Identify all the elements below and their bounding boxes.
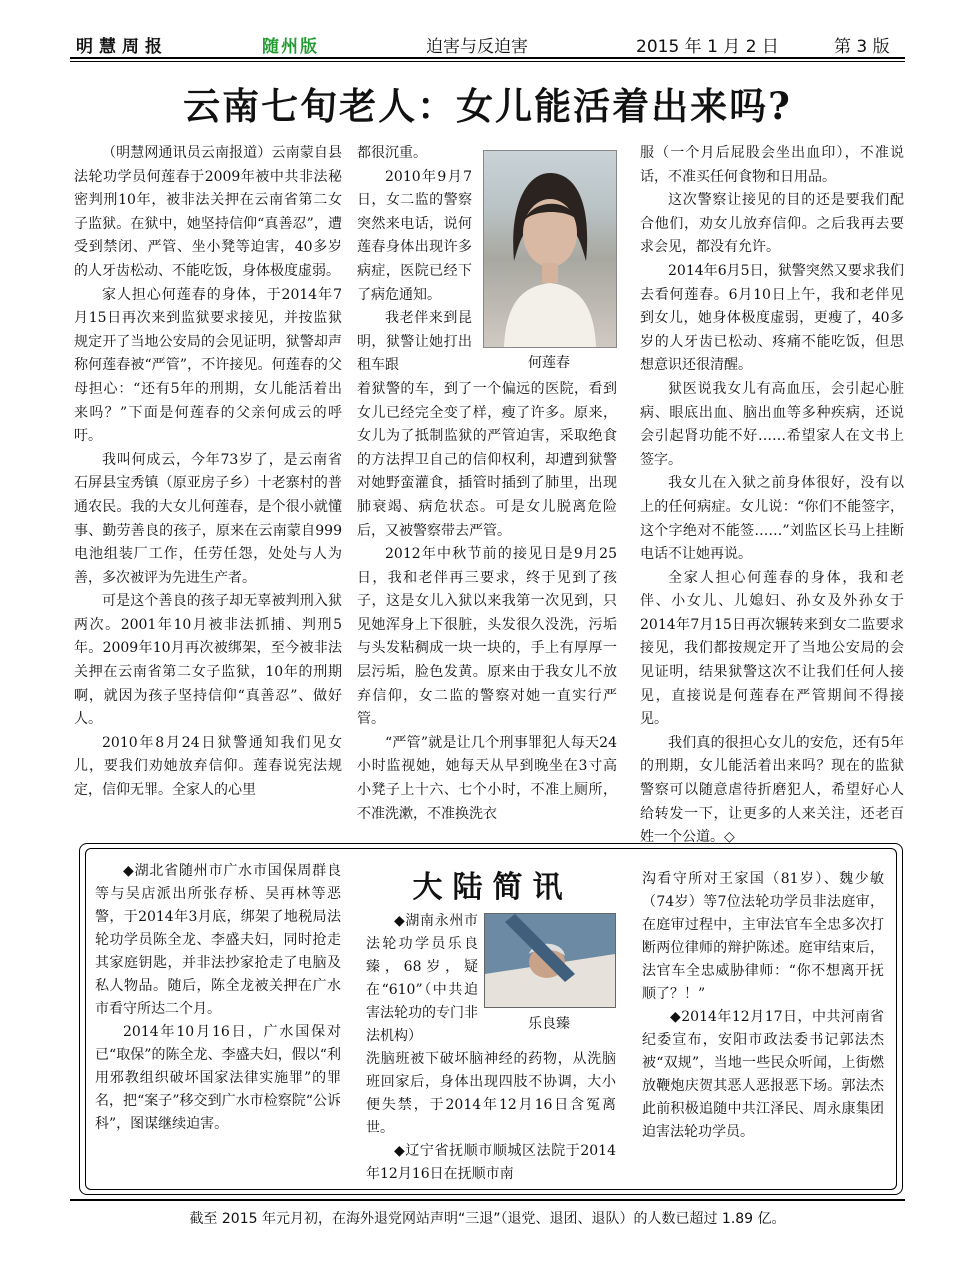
paragraph-continued: 都很沉重。 [357,145,427,161]
newspaper-name: 明慧周报 [76,37,168,57]
paragraph: “严管”就是让几个刑事罪犯人每天24小时监视她，她每天从早到晚坐在3寸高小凳子上十六、七个小时，不准上厕所，不准洗漱，不准换洗衣 [357,734,617,822]
issue-date: 2015 年 1 月 2 日 [636,37,779,57]
briefs-column-3 [642,868,884,1144]
hospital-photo [484,913,616,1008]
paragraph-continued: 服（一个月后屁股会坐出血印），不准说话，不准买任何食物和日用品。 [640,145,904,185]
paragraph: 2014年6月5日，狱警突然又要求我们去看何莲春。6月10日上午，我和老伴见到女儿，她身体极度虚弱，更瘦了，40多岁的人牙齿已松动、疼痛不能吃饭，但思想意识还很清醒。 [640,262,904,374]
paragraph: 这次警察让接见的目的还是要我们配合他们，劝女儿放弃信仰。之后我再去要求会见，都没有允许。 [640,192,904,256]
brief-item: ◆湖北省随州市广水市国保周群良等与吴店派出所张存桥、吴再林等恶警，于2014年3月底，绑架了地税局法轮功学员陈全龙、李盛夫妇，同时抢走其家庭钥匙，并非法抄家抢走了电脑及私人物品。随后，陈全龙被关押在广水市看守所达二个月。 [95,863,341,1017]
paragraph: 我们真的很担心女儿的安危，还有5年的刑期，女儿能活着出来吗？现在的监狱警察可以随意虐待折磨犯人，希望好心人给转发一下，让更多的人来关注，还老百姓一个公道。◇ [640,734,904,846]
briefs-column-1 [95,860,341,1136]
article-column-1 [74,142,342,803]
paragraph: 家人担心何莲春的身体，于2014年7月15日再次来到监狱要求接见，并按监狱规定开了当地公安局的会见证明，狱警却声称何莲春被“严管”，不许接见。何莲春的父母担心：“还有5年的刑期，女儿能活着出来吗？”下面是何莲春的父亲何成云的呼吁。 [74,286,342,445]
article-column-3 [640,142,904,850]
paragraph: 我老伴来到昆明，狱警让她打出租车跟 [357,310,472,374]
brief-item: 2014年10月16日，广水国保对已“取保”的陈全龙、李盛夫妇，假以“利用邪教组织破坏国家法律实施罪”的罪名，把“案子”移交到广水市检察院“公诉科”，图谋继续迫害。 [95,1024,341,1132]
edition-label: 随州版 [262,37,319,57]
brief-item-continued: 沟看守所对王家国（81岁）、魏少敏（74岁）等7位法轮功学员非法庭审，在庭审过程中，主审法官车全忠多次打断两位律师的辩护陈述。庭审结束后，法官车全忠威胁律师：“你不想离开抚顺了？！” [642,871,884,1002]
briefs-title: 大陆简讯 [412,870,573,905]
masthead-rule [70,57,905,59]
paragraph: 全家人担心何莲春的身体，我和老伴、小女儿、儿媳妇、孙女及外孙女于2014年7月15日再次辗转来到女二监要求接见，我们都按规定开了当地公安局的会见证明，结果狱警这次不让我们任何人接见，直接说是何莲春在严管期间不得接见。 [640,569,904,728]
paragraph-continued: 着狱警的车，到了一个偏远的医院，看到女儿已经完全变了样，瘦了许多。原来，女儿为了抵制监狱的严管迫害，采取绝食的方法捍卫自己的信仰权利，却遭到狱警对她野蛮灌食，插管时插到了肺里，出现肺衰竭、病危状态。可是女儿脱离危险后，又被警察带去严管。 [357,380,617,539]
hospital-photo-caption: 乐良臻 [528,1016,570,1032]
paragraph: 可是这个善良的孩子却无辜被判刑入狱两次。2001年10月被非法抓捕、判刑5年。2009年10月再次被绑架，至今被非法关押在云南省第二女子监狱，10年的刑期啊，就因为孩子坚持信仰“真善忍”、做好人。 [74,593,342,728]
paragraph: 2010年8月24日狱警通知我们见女儿，要我们劝她放弃信仰。莲春说宪法规定，信仰无罪。全家人的心里 [74,734,342,799]
photo-wrap-text [357,166,472,378]
paragraph: 2012年中秋节前的接见日是9月25日，我和老伴再三要求，终于见到了孩子，这是女儿入狱以来我第一次见到，只见她浑身上下很脏，头发很久没洗，污垢与头发粘稠成一块一块的，手上有厚厚一层污垢，脸色发黄。原来由于我女儿不放弃信仰，女二监的警察对她一直实行严管。 [357,546,617,728]
masthead-rule-thin [70,61,905,62]
portrait-photo [483,150,617,348]
section-title: 迫害与反迫害 [426,37,528,57]
headline: 云南七旬老人：女儿能活着出来吗? [183,84,792,128]
paragraph: 狱医说我女儿有高血压，会引起心脏病、眼底出血、脑出血等多种疾病，还说会引起肾功能不好……希望家人在文书上签字。 [640,380,904,468]
brief-item: ◆湖南永州市法轮功学员乐良臻，68岁，疑在“610”（中共迫害法轮功的专门非法机构） [366,913,478,1044]
brief-item-continued: 洗脑班被下破坏脑神经的药物，从洗脑班回家后，身体出现四肢不协调，大小便失禁，于2014年12月16日含冤离世。 [366,1051,616,1136]
paragraph: （明慧网通讯员云南报道）云南蒙自县法轮功学员何莲春于2009年被中共非法秘密判刑10年，被非法关押在云南省第二女子监狱。在狱中，她坚持信仰“真善忍”，遭受到禁闭、严管、坐小凳等迫害，40多岁的人牙齿松动、不能吃饭，身体极度虚弱。 [74,145,342,279]
masthead [70,30,905,58]
brief-item: ◆2014年12月17日，中共河南省纪委宣布，安阳市政法委书记郭法杰被“双规”，当地一些民众听闻，上街燃放鞭炮庆贺其恶人恶报恶下场。郭法杰此前积极追随中共江泽民、周永康集团迫害法轮功学员。 [642,1009,884,1140]
portrait-caption: 何莲春 [528,355,570,371]
page-number: 第 3 版 [834,37,890,57]
brief-item: ◆辽宁省抚顺市顺城区法院于2014年12月16日在抚顺市南 [366,1143,616,1182]
photo-wrap-text [366,910,478,1048]
paragraph: 我女儿在入狱之前身体很好，没有以上的任何病症。女儿说：“你们不能签字，这个字绝对不能签……”刘监区长马上挂断电话不让她再说。 [640,475,904,563]
footer-rule [70,1199,905,1201]
paragraph: 2010年9月7日，女二监的警察突然来电话，说何莲春身体出现许多病症，医院已经下了病危通知。 [357,168,472,303]
footer-notice: 截至 2015 年元月初，在海外退党网站声明“三退”（退党、退团、退队）的人数已超过 1.89 亿。 [189,1211,786,1227]
paragraph: 我叫何成云，今年73岁了，是云南省石屏县宝秀镇（原亚房子乡）十老寨村的普通农民。我的大女儿何莲春，是个很小就懂事、勤劳善良的孩子，原来在云南蒙自999电池组装厂工作，任劳任怨，处处与人为善，多次被评为先进生产者。 [74,451,342,586]
